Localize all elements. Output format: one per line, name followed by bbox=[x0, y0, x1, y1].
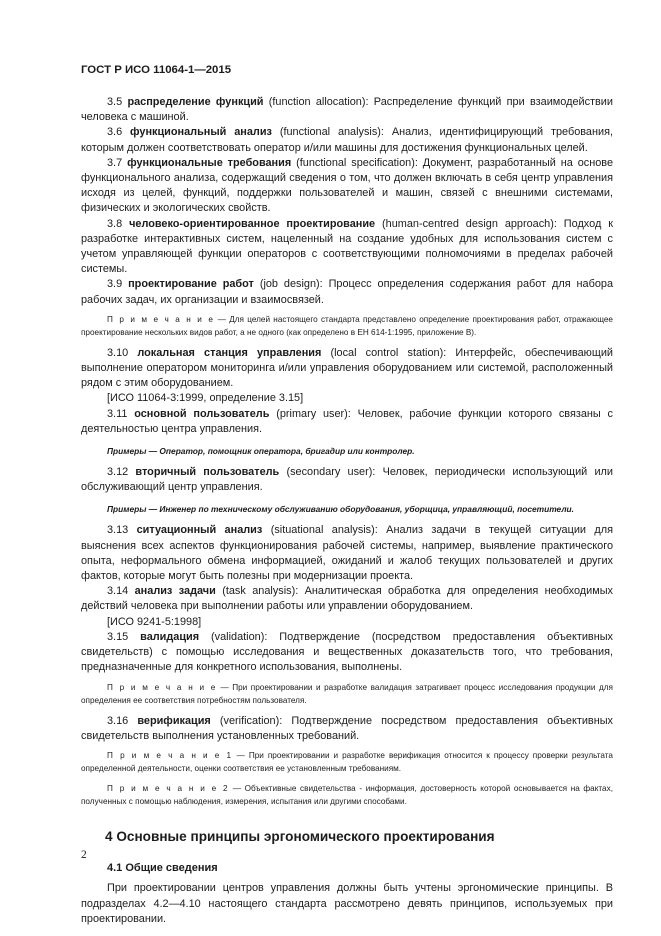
definition-text: (primary user): Человек, рабочие функции которого связаны с деятельностью центра управления. bbox=[81, 407, 613, 435]
definition-entry bbox=[81, 407, 613, 437]
definition-term: проектирование работ bbox=[128, 278, 254, 291]
definition-number: 3.9 bbox=[107, 278, 123, 291]
definition-entry bbox=[81, 95, 613, 125]
definition-text: (situational analysis): Анализ задачи в текущей ситуации для выяснения всех аспектов функционирования рабочей системы, например, выявление практического опыта, неформального обмена информацией, ожиданий и жалоб текущих пользователей и других фактов, которые могут быть полезны при модернизации проекта. bbox=[81, 524, 614, 583]
definition-entry bbox=[81, 156, 613, 217]
page-number: 2 bbox=[81, 849, 87, 861]
definition-term: вторичный пользователь bbox=[135, 466, 280, 479]
definitions-list bbox=[81, 95, 613, 808]
definition-entry bbox=[81, 714, 613, 744]
example: Примеры — Оператор, помощник оператора, бригадир или контролер. bbox=[107, 446, 415, 457]
note-label: П р и м е ч а н и е bbox=[107, 682, 217, 692]
definition-number: 3.7 bbox=[107, 156, 123, 169]
definition-number: 3.6 bbox=[107, 126, 123, 139]
definition-text: (human-centred design approach): Подход к разработке интерактивных систем, нацеленный на создание удобных для использования систем с учетом управляющей функции операторов с соответствующими полномочиями в пределах рабочей системы. bbox=[81, 217, 613, 276]
definition-text: (secondary user): Человек, периодически использующий или обслуживающий центр управления. bbox=[81, 466, 613, 494]
note bbox=[81, 749, 613, 775]
definition-entry bbox=[81, 217, 613, 278]
definition-term: анализ задачи bbox=[134, 585, 216, 598]
definition-number: 3.12 bbox=[107, 466, 129, 479]
definition-text: (verification): Подтверждение посредством предоставления объективных свидетельств выполнения установленных требований. bbox=[81, 714, 613, 742]
reference: [ИСО 11064-3:1999, определение 3.15] bbox=[107, 392, 304, 405]
note bbox=[81, 313, 613, 339]
note-label: П р и м е ч а н и е 2 bbox=[107, 783, 230, 793]
definition-term: функциональный анализ bbox=[130, 126, 272, 139]
definition-number: 3.14 bbox=[107, 585, 129, 598]
definition-text: (task analysis): Аналитическая обработка для определения необходимых действий человека при выполнении работы или управлении оборудованием. bbox=[81, 585, 613, 613]
definition-entry bbox=[81, 277, 613, 307]
definition-entry bbox=[81, 584, 613, 614]
definition-text: (validation): Подтверждение (посредством предоставления объективных свидетельств) с помощью исследования и вещественных доказательств того, что требования, предназначенные для конкретного использования, выполнены. bbox=[81, 630, 613, 674]
note-text: — Для целей настоящего стандарта представлено определение проектирования работ, отражающее проектирование нескольких видов работ, а не одного (как определено в ЕН 614-1:1995, приложение В). bbox=[81, 314, 613, 337]
document-body bbox=[81, 95, 613, 927]
definition-term: функциональные требования bbox=[127, 156, 292, 169]
subsection-title: 4.1 Общие сведения bbox=[107, 862, 218, 875]
definition-number: 3.13 bbox=[107, 524, 129, 537]
note bbox=[81, 681, 613, 707]
definition-text: (function allocation): Распределение функций при взаимодействии человека с машиной. bbox=[81, 96, 613, 124]
definition-entry bbox=[81, 465, 613, 495]
example: Примеры — Инженер по техническому обслуживанию оборудования, уборщица, управляющий, посетители. bbox=[107, 504, 574, 515]
definition-term: верификация bbox=[137, 714, 211, 727]
reference: [ИСО 9241-5:1998] bbox=[107, 615, 202, 628]
definition-entry bbox=[81, 125, 613, 155]
note-label: П р и м е ч а н и е 1 bbox=[107, 750, 233, 760]
note-text: — Объективные свидетельства - информация, достоверность которой основывается на фактах, полученных с помощью наблюдения, измерения, испытания или другими способами. bbox=[81, 783, 613, 806]
definition-number: 3.16 bbox=[107, 714, 129, 727]
definition-term: распределение функций bbox=[127, 96, 264, 108]
note bbox=[81, 782, 613, 808]
definition-number: 3.10 bbox=[107, 346, 129, 359]
definition-number: 3.15 bbox=[107, 630, 129, 643]
note-text: — При проектировании и разработке валидация затрагивает процесс исследования продукции для определения ее соответствия потребностям пользователя. bbox=[81, 682, 613, 705]
definition-term: локальная станция управления bbox=[137, 346, 322, 359]
section-title: 4 Основные принципы эргономического проектирования bbox=[105, 828, 495, 844]
definition-entry bbox=[81, 523, 613, 584]
note-text: — При проектировании и разработке верификация относится к процессу проверки результата определенной деятельности, оценки соответствия ее установленным требованиям. bbox=[81, 750, 613, 773]
definition-text: (functional analysis): Анализ, идентифицирующий требования, которым должен соответствовать оператор и/или машины для достижения функциональных целей. bbox=[81, 126, 613, 154]
definition-text: (local control station): Интерфейс, обеспечивающий выполнение оператором мониторинга и/или управления оборудованием или системой, расположенный рядом с этим оборудованием. bbox=[81, 346, 613, 390]
definition-text: (job design): Процесс определения содержания работ для набора рабочих задач, их организации и взаимосвязей. bbox=[81, 278, 614, 306]
note-label: П р и м е ч а н и е bbox=[107, 314, 215, 324]
definition-term: ситуационный анализ bbox=[136, 524, 263, 537]
definition-number: 3.8 bbox=[107, 217, 123, 230]
definition-entry bbox=[81, 630, 613, 676]
definition-term: человеко-ориентированное проектирование bbox=[129, 217, 376, 230]
definition-number: 3.5 bbox=[107, 96, 123, 108]
definition-number: 3.11 bbox=[107, 407, 128, 420]
definition-term: основной пользователь bbox=[134, 407, 270, 420]
definition-text: (functional specification): Документ, разработанный на основе функционального анализа, содержащий сведения о том, что должен включать в себя центр управления исходя из целей, функций, поддержки пользователей и машин, связей с внешними системами, физических и экологических свойств. bbox=[81, 156, 614, 215]
standard-header: ГОСТ Р ИСО 11064-1—2015 bbox=[81, 64, 232, 76]
definition-entry bbox=[81, 346, 613, 392]
section-paragraph: При проектировании центров управления должны быть учтены эргономические принципы. В подразделах 4.2—4.10 настоящего стандарта рассмотрено девять принципов, используемых при проектировании. bbox=[81, 882, 613, 925]
definition-term: валидация bbox=[140, 630, 200, 643]
